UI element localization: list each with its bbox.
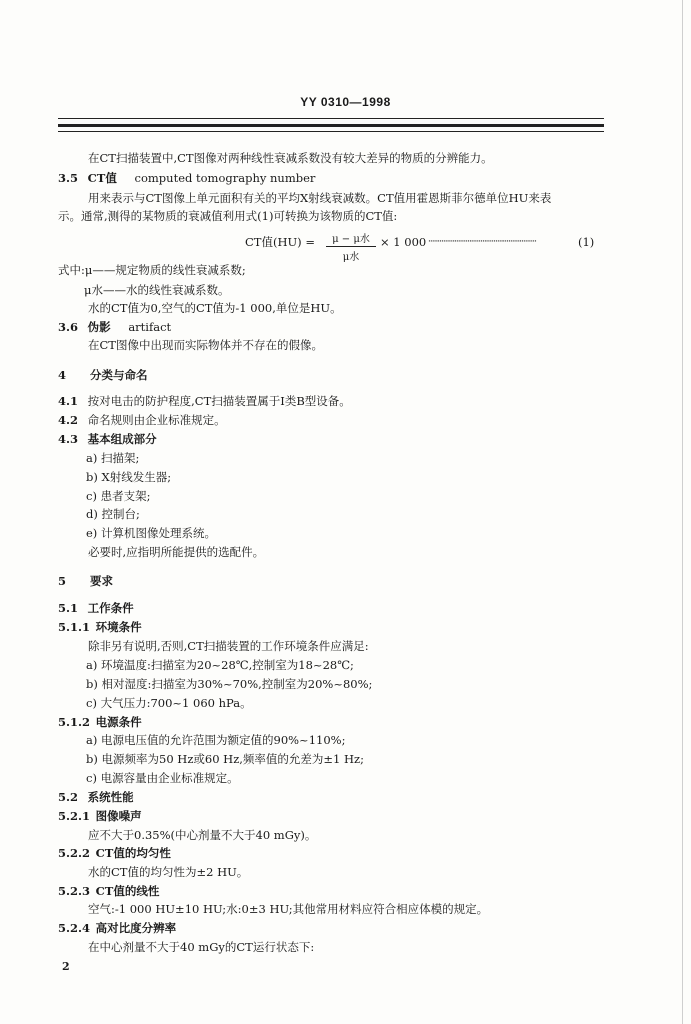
list-item: b) 电源频率为50 Hz或60 Hz,频率值的允差为±1 Hz;: [86, 752, 364, 766]
clause-title: 电源条件: [95, 715, 142, 729]
clause-number: 5.2.4: [58, 921, 91, 935]
header-rule-thin-2: [58, 131, 604, 132]
clause-number: 5.2.3: [58, 884, 91, 898]
paragraph: 用来表示与CT图像上单元面积有关的平均X射线衰减数。CT值用霍恩斯菲尔德单位HU来表: [88, 191, 552, 205]
clause-5-2-4: [58, 920, 176, 936]
scan-edge-line: [682, 0, 683, 1024]
formula-fraction: [326, 230, 376, 263]
term-english: artifact: [128, 320, 172, 334]
clause-title: 高对比度分辨率: [95, 921, 177, 935]
clause-5-1: [58, 600, 134, 616]
paragraph: 示。通常,测得的某物质的衰减值利用式(1)可转换为该物质的CT值:: [58, 209, 398, 223]
header-rule-thick: [58, 124, 604, 127]
list-item: b) 相对湿度:扫描室为30%~70%,控制室为20%~80%;: [86, 677, 373, 691]
clause-number: 4.2: [58, 413, 79, 427]
clause-5-2-3: [58, 883, 159, 899]
formula-1: [0, 230, 691, 263]
clause-5-2-2: [58, 845, 171, 861]
list-item: d) 控制台;: [86, 507, 140, 521]
list-item: c) 大气压力:700~1 060 hPa。: [86, 696, 252, 710]
clause-4-3: [58, 431, 157, 447]
clause-4-1: [58, 393, 351, 409]
paragraph: 必要时,应指明所能提供的选配件。: [88, 545, 265, 559]
paragraph: 水的CT值为0,空气的CT值为-1 000,单位是HU。: [88, 301, 342, 315]
list-item: b) X射线发生器;: [86, 470, 172, 484]
clause-text: 按对电击的防护程度,CT扫描装置属于Ⅰ类B型设备。: [87, 394, 351, 408]
clause-number: 4.3: [58, 432, 79, 446]
list-item: a) 环境温度:扫描室为20~28℃,控制室为18~28℃;: [86, 658, 354, 672]
clause-number: 5.1.1: [58, 620, 91, 634]
clause-title: 系统性能: [87, 790, 134, 804]
section-5-heading: [58, 573, 113, 589]
paragraph: 应不大于0.35%(中心剂量不大于40 mGy)。: [88, 828, 317, 842]
term: 伪影: [87, 320, 111, 334]
clause-3-5: [58, 170, 315, 186]
formula-leader: ··························································: [428, 237, 536, 247]
clause-5-2-1: [58, 808, 142, 824]
clause-number: 5.1: [58, 601, 79, 615]
clause-title: 图像噪声: [95, 809, 142, 823]
term-english: computed tomography number: [134, 171, 316, 185]
paragraph: 在中心剂量不大于40 mGy的CT运行状态下:: [88, 940, 315, 954]
header-rule-thin: [58, 118, 604, 119]
clause-number: 5.2: [58, 790, 79, 804]
clause-3-6: [58, 319, 171, 335]
formula-legend: 式中:μ——规定物质的线性衰减系数;: [58, 263, 246, 277]
clause-number: 3.5: [58, 171, 79, 185]
clause-number: 5.1.2: [58, 715, 91, 729]
list-item: e) 计算机图像处理系统。: [86, 526, 216, 540]
fraction-bar: [326, 246, 376, 247]
list-item: a) 扫描架;: [86, 451, 140, 465]
section-title: 要求: [90, 574, 114, 588]
clause-number: 3.6: [58, 320, 79, 334]
clause-text: 命名规则由企业标准规定。: [87, 413, 226, 427]
paragraph: 除非另有说明,否则,CT扫描装置的工作环境条件应满足:: [88, 639, 369, 653]
clause-title: 基本组成部分: [87, 432, 157, 446]
section-number: 4: [58, 368, 67, 382]
section-number: 5: [58, 574, 67, 588]
clause-number: 5.2.2: [58, 846, 91, 860]
section-title: 分类与命名: [90, 368, 148, 382]
standard-header: YY 0310—1998: [300, 95, 391, 109]
formula-legend: μ水——水的线性衰减系数。: [84, 283, 230, 297]
clause-title: 工作条件: [87, 601, 134, 615]
clause-title: CT值的均匀性: [95, 846, 171, 860]
clause-5-1-1: [58, 619, 142, 635]
formula-number: (1): [578, 235, 595, 249]
clause-5-2: [58, 789, 134, 805]
paragraph: 在CT扫描装置中,CT图像对两种线性衰减系数没有较大差异的物质的分辨能力。: [88, 151, 493, 165]
clause-number: 5.2.1: [58, 809, 91, 823]
formula-numerator: μ − μ水: [332, 234, 370, 245]
list-item: a) 电源电压值的允许范围为额定值的90%~110%;: [86, 733, 346, 747]
paragraph: 在CT图像中出现而实际物体并不存在的假像。: [88, 338, 323, 352]
formula-rhs: × 1 000: [380, 235, 427, 249]
clause-title: CT值的线性: [95, 884, 160, 898]
clause-5-1-2: [58, 714, 142, 730]
paragraph: 空气:-1 000 HU±10 HU;水:0±3 HU;其他常用材料应符合相应体模的规定。: [88, 902, 489, 916]
list-item: c) 电源容量由企业标准规定。: [86, 771, 239, 785]
clause-title: 环境条件: [95, 620, 142, 634]
section-4-heading: [58, 367, 148, 383]
list-item: c) 患者支架;: [86, 489, 151, 503]
formula-lhs: CT值(HU) =: [245, 235, 315, 249]
clause-4-2: [58, 412, 226, 428]
page-number: 2: [62, 960, 70, 973]
term: CT值: [87, 171, 117, 185]
formula-denominator: μ水: [342, 252, 360, 263]
paragraph: 水的CT值的均匀性为±2 HU。: [88, 865, 249, 879]
clause-number: 4.1: [58, 394, 79, 408]
